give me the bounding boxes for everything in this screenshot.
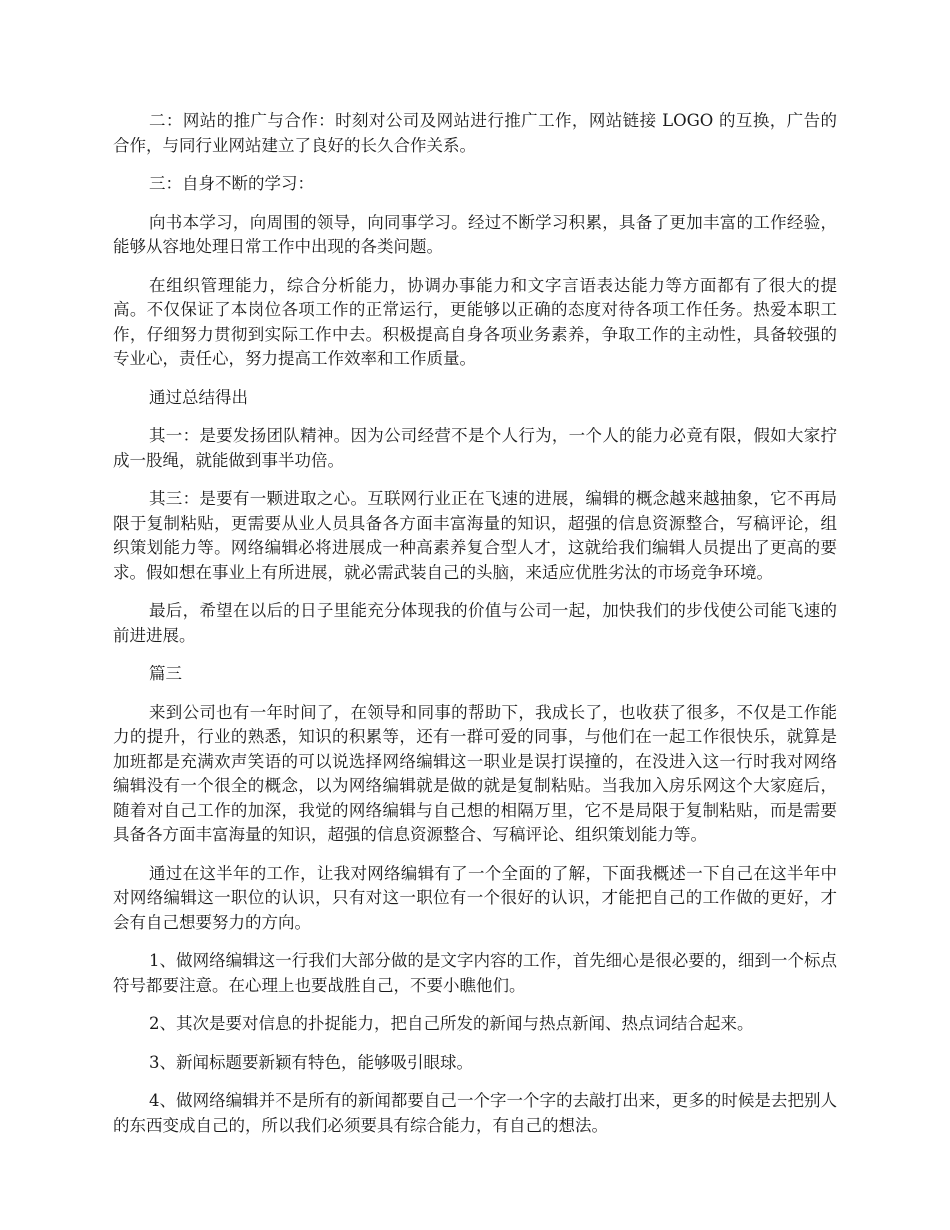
paragraph-abilities: 在组织管理能力，综合分析能力，协调办事能力和文字言语表达能力等方面都有了很大的提高。不仅保证了本岗位各项工作的正常运行，更能够以正确的态度对待各项工作任务。热爱本职工作，仔细努力贯彻到实际工作中去。积极提高自身各项业务素养，争取工作的主动性，具备较强的专业心，责任心，努力提高工作效率和工作质量。	[113, 275, 837, 368]
paragraph-enterprising: 其三：是要有一颗进取之心。互联网行业正在飞速的进展，编辑的概念越来越抽象，它不再局限于复制粘贴，更需要从业人员具备各方面丰富海量的知识，超强的信息资源整合，写稿评论，组织策划能力等。网络编辑必将进展成一种高素养复合型人才，这就给我们编辑人员提出了更高的要求。假如想在事业上有所进展，就必需武装自己的头脑，来适应优胜劣汰的市场竞争环境。	[113, 489, 837, 582]
list-item-1: 1、做网络编辑这一行我们大部分做的是文字内容的工作，首先细心是很必要的，细到一个标点符号都要注意。在心理上也要战胜自己，不要小瞧他们。	[113, 951, 837, 995]
list-item-4: 4、做网络编辑并不是所有的新闻都要自己一个字一个字的去敲打出来，更多的时候是去把别人的东西变成自己的，所以我们必须要具有综合能力，有自己的想法。	[113, 1091, 837, 1135]
paragraph-promotion: 二：网站的推广与合作：时刻对公司及网站进行推广工作，网站链接 LOGO 的互换，广告的合作，与同行业网站建立了良好的长久合作关系。	[113, 111, 837, 155]
paragraph-finally: 最后，希望在以后的日子里能充分体现我的价值与公司一起，加快我们的步伐使公司能飞速的前进进展。	[113, 601, 837, 645]
paragraph-teamwork: 其一：是要发扬团队精神。因为公司经营不是个人行为，一个人的能力必竟有限，假如大家拧成一股绳，就能做到事半功倍。	[113, 426, 837, 470]
paragraph-half-year: 通过在这半年的工作，让我对网络编辑有了一个全面的了解，下面我概述一下自己在这半年中对网络编辑这一职位的认识，只有对这一职位有一个很好的认识，才能把自己的工作做的更好，才会有自己想要努力的方向。	[113, 863, 837, 932]
list-item-2: 2、其次是要对信息的扑捉能力，把自己所发的新闻与热点新闻、热点词结合起来。	[149, 1014, 754, 1033]
heading-part-three: 篇三	[149, 664, 182, 683]
heading-summary: 通过总结得出	[149, 387, 248, 407]
document-body	[113, 109, 837, 1152]
paragraph-one-year: 来到公司也有一年时间了，在领导和同事的帮助下，我成长了，也收获了很多，不仅是工作能力的提升，行业的熟悉，知识的积累等，还有一群可爱的同事，与他们在一起工作很快乐，就算是加班都是充满欢声笑语的可以说选择网络编辑这一职业是误打误撞的，在没进入这一行时我对网络编辑没有一个很全的概念，以为网络编辑就是做的就是复制粘贴。当我加入房乐网这个大家庭后，随着对自己工作的加深，我觉的网络编辑与自己想的相隔万里，它不是局限于复制粘贴，而是需要具备各方面丰富海量的知识，超强的信息资源整合、写稿评论、组织策划能力等。	[113, 702, 837, 844]
list-item-3: 3、新闻标题要新颖有特色，能够吸引眼球。	[149, 1052, 473, 1072]
paragraph-learning: 向书本学习，向周围的领导，向同事学习。经过不断学习积累，具备了更加丰富的工作经验，能够从容地处理日常工作中出现的各类问题。	[113, 212, 837, 256]
heading-self-learning: 三：自身不断的学习：	[149, 174, 314, 193]
